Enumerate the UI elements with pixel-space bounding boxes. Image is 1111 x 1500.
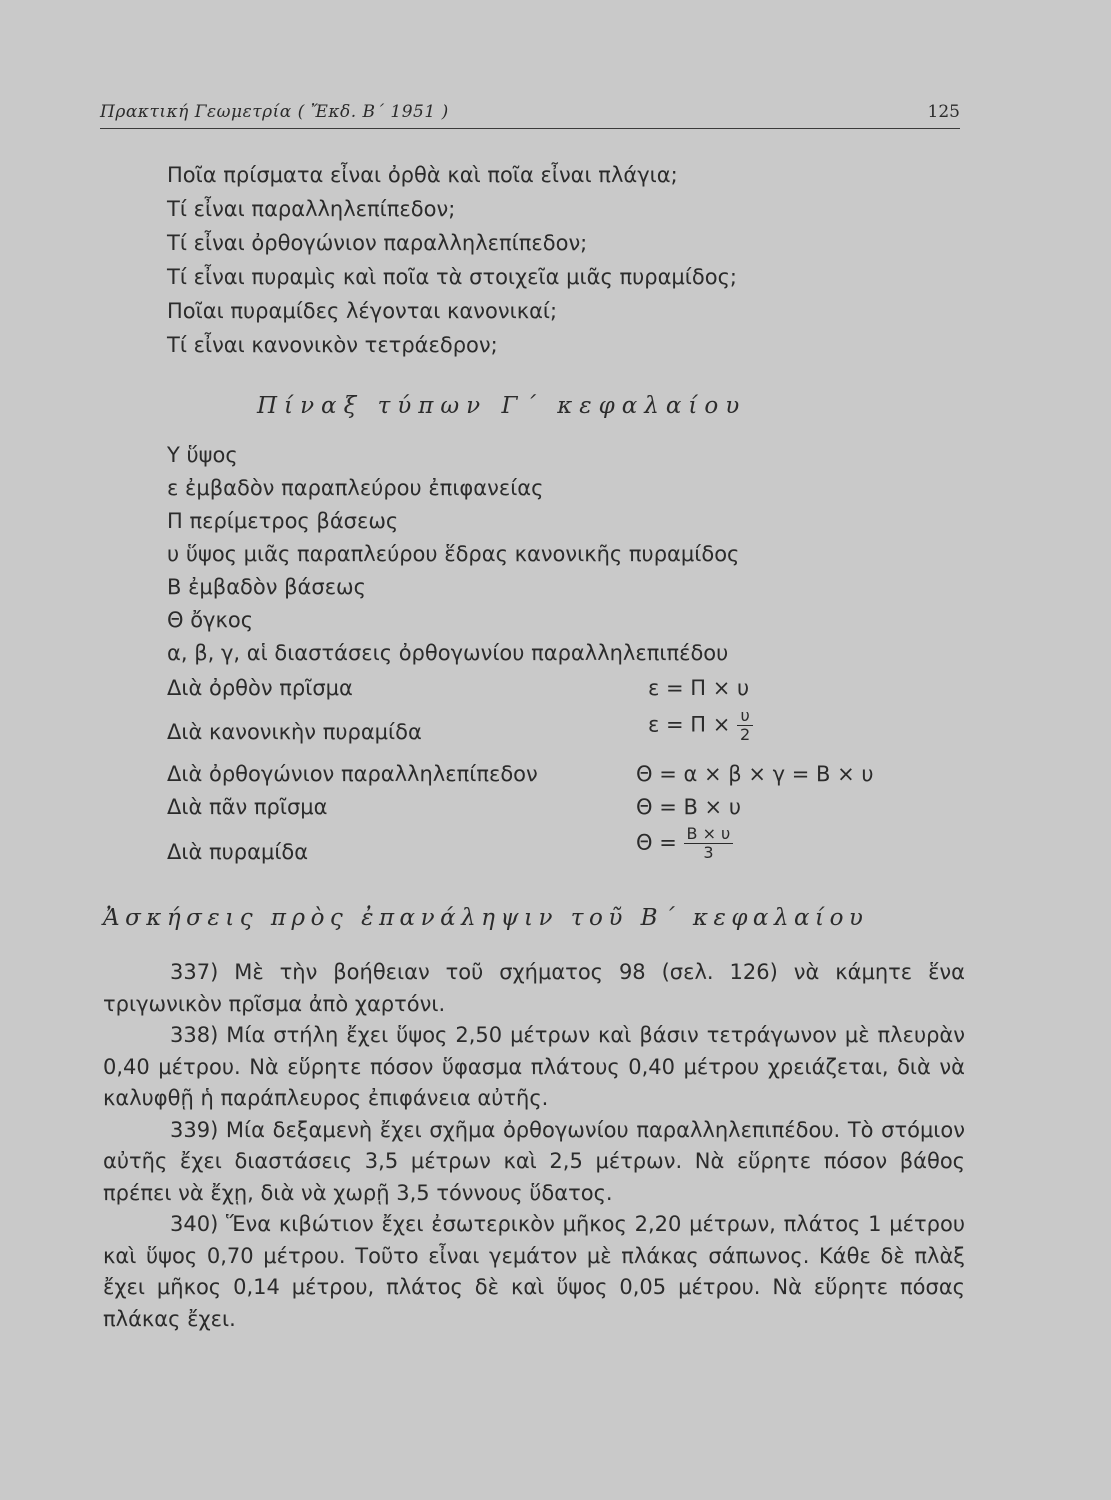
question-line: Τί εἶναι πυραμὶς καὶ ποῖα τὰ στοιχεῖα μιᾶς πυραμίδος; — [167, 265, 737, 289]
formula-lhs: Θ = — [636, 830, 677, 855]
question-line: Τί εἶναι κανονικὸν τετράεδρον; — [167, 333, 498, 357]
question-line: Τί εἶναι ὀρθογώνιον παραλληλεπίπεδον; — [167, 231, 588, 255]
fraction-denominator: 3 — [703, 843, 714, 862]
symbol-definition: Π περίμετρος βάσεως — [167, 509, 399, 533]
fraction-numerator: υ — [737, 707, 753, 726]
fraction-denominator: 2 — [740, 725, 751, 744]
formula-label-anyprism: Διὰ πᾶν πρῖσμα — [167, 795, 328, 819]
formula-label-pyramid: Διὰ κανονικὴν πυραμίδα — [167, 720, 422, 744]
fraction — [684, 825, 734, 862]
exercise-338: 338) Μία στήλη ἔχει ὕψος 2,50 μέτρων καὶ βάσιν τετράγωνον μὲ πλευρὰν 0,40 μέτρου. Νὰ εὕρητε πόσον ὕφασμα πλάτους 0,40 μέτρου χρειάζεται, διὰ νὰ καλυφθῇ ἡ παράπλευρος ἐπιφάνεια αὐτῆς. — [103, 1023, 965, 1110]
formula-prism-volume: Θ = Β × υ — [636, 795, 741, 819]
formula-label-pyramid-volume: Διὰ πυραμίδα — [167, 840, 309, 864]
page-number: 125 — [927, 102, 960, 122]
fraction — [737, 707, 753, 744]
formula-lhs: ε = Π × — [648, 712, 731, 737]
symbol-definition: Υ ὕψος — [167, 443, 238, 467]
formula-label-box: Διὰ ὀρθογώνιον παραλληλεπίπεδον — [167, 762, 538, 786]
symbol-definition: Θ ὄγκος — [167, 608, 254, 632]
question-line: Ποῖαι πυραμίδες λέγονται κανονικαί; — [167, 299, 558, 323]
formula-pyramid-surface — [648, 707, 753, 744]
exercise-340: 340) Ἕνα κιβώτιον ἔχει ἐσωτερικὸν μῆκος 2,20 μέτρων, πλάτος 1 μέτρου καὶ ὕψος 0,70 μέτρου. Τοῦτο εἶναι γεμάτον μὲ πλάκας σάπωνος. Κάθε δὲ πλὰξ ἔχει μῆκος 0,14 μέτρου, πλάτος δὲ καὶ ὕψος 0,05 μέτρου. Νὰ εὕρητε πόσας πλάκας ἔχει. — [103, 1212, 965, 1331]
exercises-block — [103, 957, 965, 1335]
formula-table-title: Πίναξ τύπων Γ΄ κεφαλαίου — [257, 393, 747, 419]
formula-label-prism: Διὰ ὀρθὸν πρῖσμα — [167, 676, 353, 700]
question-line: Ποῖα πρίσματα εἶναι ὀρθὰ καὶ ποῖα εἶναι πλάγια; — [167, 163, 678, 187]
formula-pyramid-volume — [636, 825, 733, 862]
question-line: Τί εἶναι παραλληλεπίπεδον; — [167, 197, 456, 221]
fraction-numerator: Β × υ — [684, 825, 734, 844]
symbol-definition: ε ἐμβαδὸν παραπλεύρου ἐπιφανείας — [167, 476, 544, 500]
symbol-definition: υ ὕψος μιᾶς παραπλεύρου ἕδρας κανονικῆς πυραμίδος — [167, 542, 740, 566]
running-header — [100, 100, 960, 129]
exercise-337: 337) Μὲ τὴν βοήθειαν τοῦ σχήματος 98 (σελ. 126) νὰ κάμητε ἕνα τριγωνικὸν πρῖσμα ἀπὸ χαρτόνι. — [103, 960, 965, 1016]
formula-box-volume: Θ = α × β × γ = Β × υ — [636, 762, 874, 786]
formula-prism-surface: ε = Π × υ — [648, 676, 750, 700]
exercises-title: Ἀσκήσεις πρὸς ἐπανάληψιν τοῦ Β΄ κεφαλαίου — [103, 905, 869, 931]
header-title: Πρακτική Γεωμετρία ( Ἔκδ. Β΄ 1951 ) — [100, 102, 449, 122]
symbol-definition: α, β, γ, αἱ διαστάσεις ὀρθογωνίου παραλληλεπιπέδου — [167, 641, 729, 665]
symbol-definition: Β ἐμβαδὸν βάσεως — [167, 575, 366, 599]
exercise-339: 339) Μία δεξαμενὴ ἔχει σχῆμα ὀρθογωνίου παραλληλεπιπέδου. Τὸ στόμιον αὐτῆς ἔχει διαστάσεις 3,5 μέτρων καὶ 2,5 μέτρων. Νὰ εὕρητε πόσον βάθος πρέπει νὰ ἔχῃ, διὰ νὰ χωρῇ 3,5 τόννους ὕδατος. — [103, 1117, 965, 1205]
